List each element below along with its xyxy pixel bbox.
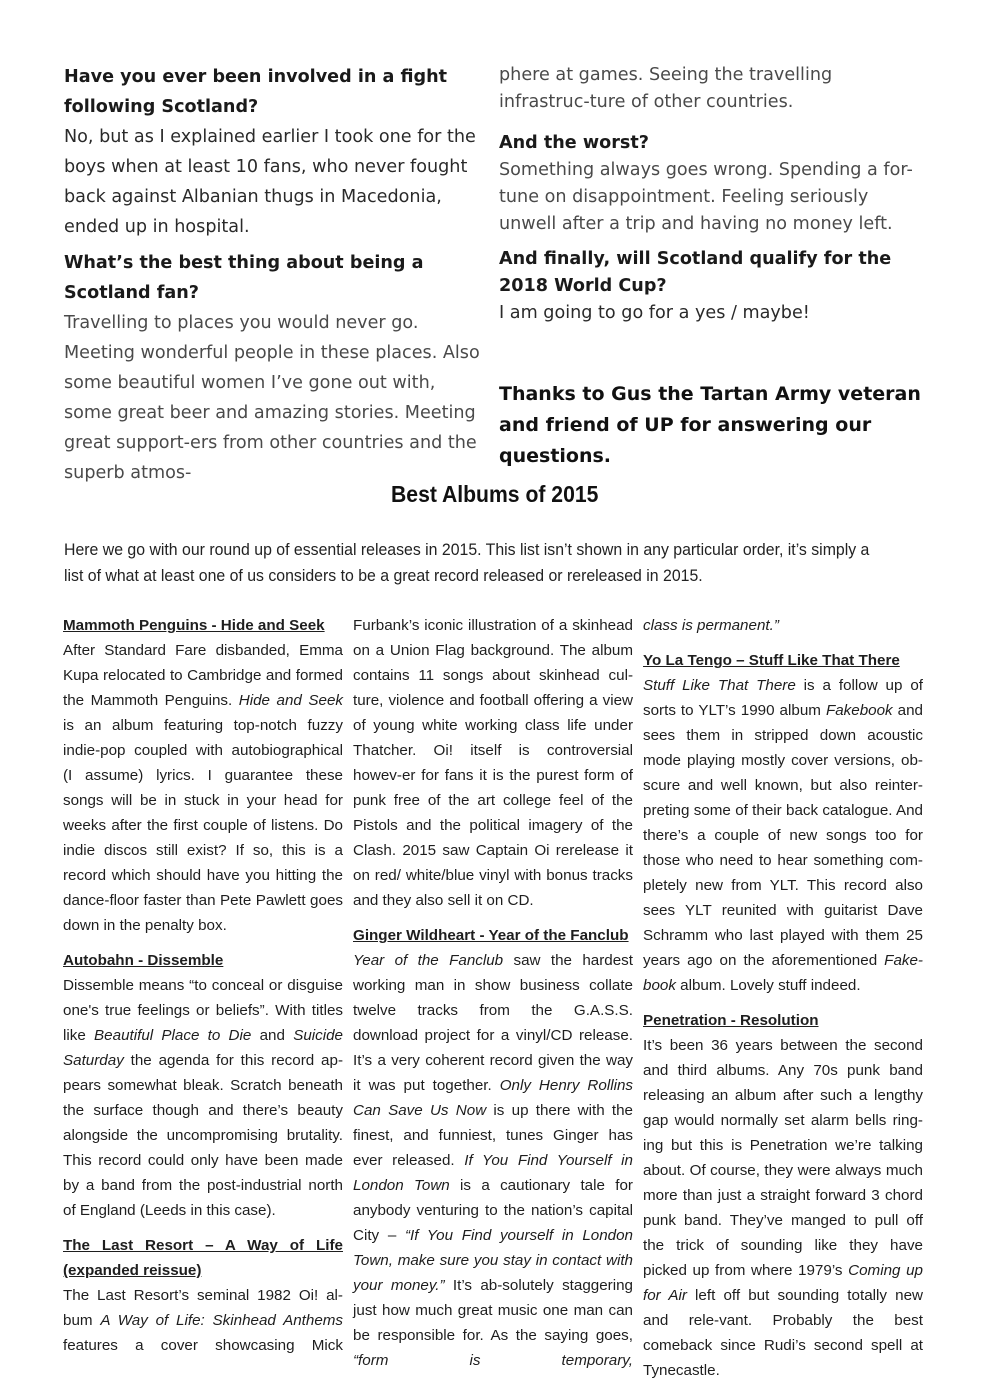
album-review: The Last Resort’s seminal 1982 Oi! al-bum A Way of Life: Skinhead Anthems features a cover showcasing Mick — [63, 1287, 344, 1354]
album-heading: Mammoth Penguins - Hide and Seek — [63, 617, 325, 634]
section-title: Best Albums of 2015 — [391, 481, 599, 507]
interview-right-column — [499, 62, 926, 491]
interview-question: And the worst? — [499, 133, 649, 153]
album-heading: Ginger Wildheart - Year of the Fanclub — [353, 927, 629, 944]
album-heading: The Last Resort – A Way of Life (expanded reissue) — [63, 1237, 343, 1279]
album-review: After Standard Fare disbanded, Emma Kupa relocated to Cambridge and formed the Mammoth Penguins. Hide and Seek is an album featuring top-notch fuzzy indie-pop coupled with autobiographical (I assume) lyrics. I guarantee these songs will be in stuck in your head for weeks after the first couple of listens. Do indie discos still exist? If so, this is a record which should have you hitting the dance-floor faster than Pete Pawlett goes down in the penalty box. — [63, 642, 343, 934]
interview-question: And finally, will Scotland qualify for the 2018 World Cup? — [499, 249, 892, 296]
album-heading: Penetration - Resolution — [643, 1012, 819, 1029]
interview-left-column — [64, 62, 488, 494]
albums-column-3 — [643, 613, 923, 1383]
section-intro: Here we go with our round up of essential releases in 2015. This list isn’t shown in any particular order, it’s simply a list of what at least one of us considers to be a great record released or rereleased in 2015. — [64, 540, 870, 585]
album-review: Furbank’s iconic illustration of a skinhead on a Union Flag background. The album contains 11 songs about skinhead cul-ture, violence and football offering a view of young white working class life under Thatcher. Oi! itself is controversial howev-er for fans it is the purest form of punk free of the art college feel of the Pistols and the political imagery of the Clash. 2015 saw Captain Oi rerelease it on red/ white/blue vinyl with bonus tracks and they also sell it on CD. — [353, 617, 633, 909]
thanks-note: Thanks to Gus the Tartan Army veteran and friend of UP for answering our questions. — [499, 383, 921, 467]
interview-answer: Travelling to places you would never go. Meeting wonderful people in these places. Also some beautiful women I’ve gone out with, some great beer and amazing stories. Meeting great support-ers from other countries and the superb atmos- — [64, 313, 480, 483]
interview-question: What’s the best thing about being a Scotland fan? — [64, 253, 424, 303]
album-heading: Autobahn - Dissemble — [63, 952, 224, 969]
interview-answer: Something always goes wrong. Spending a for-tune on disappointment. Feeling seriously unwell after a trip and having no money left. — [499, 160, 913, 234]
album-review-continuation: class is permanent.” — [643, 617, 779, 634]
album-review: Year of the Fanclub saw the hardest working man in show business collate twelve tracks from the G.A.S.S. download project for a vinyl/CD release. It’s a very coherent record given the way it was put together. Only Henry Rollins Can Save Us Now is up there with the finest, and funniest, tunes Ginger has ever released. If You Find Yourself in London Town is a cautionary tale for anybody venturing to the nation’s capital City – “If You Find yourself in London Town, make sure you stay in contact with your money.” It’s ab-solutely staggering just how much great music one man can be responsible for. As the saying goes, “form is temporary, — [353, 952, 634, 1369]
albums-column-1 — [63, 613, 343, 1358]
album-review: Dissemble means “to conceal or disguise one's true feelings or beliefs”. With titles like Beautiful Place to Die and Suicide Saturday the agenda for this record ap-pears somewhat bleak. Scratch beneath the surface though and there’s beauty alongside the uncompromising brutality. This record could only have been made by a band from the post-industrial north of England (Leeds in this case). — [63, 977, 343, 1219]
interview-answer-continuation: phere at games. Seeing the travelling infrastruc-ture of other countries. — [499, 65, 833, 112]
album-review: Stuff Like That There is a follow up of sorts to YLT’s 1990 album Fakebook and sees them in stripped down acoustic mode playing mostly cover versions, ob-scure and well known, but also reinter-preting some of their back catalogue. And there’s a couple of new songs too for those who need to hear something com-pletely new from YLT. This record also sees YLT reunited with guitarist Dave Schramm who last played with them 25 years ago on the aforementioned Fake-book album. Lovely stuff indeed. — [643, 677, 923, 994]
interview-answer: No, but as I explained earlier I took one for the boys when at least 10 fans, who never fought back against Albanian thugs in Macedonia, ended up in hospital. — [64, 127, 476, 237]
interview-question: Have you ever been involved in a fight following Scotland? — [64, 67, 448, 117]
album-heading: Yo La Tengo – Stuff Like That There — [643, 652, 900, 669]
interview-answer: I am going to go for a yes / maybe! — [499, 303, 810, 323]
album-review: It’s been 36 years between the second and third albums. Any 70s punk band releasing an album after such a lengthy gap would normally set alarm bells ring-ing but this is Penetration we’re talking about. Of course, they were always much more than just a straight forward 3 chord punk band. They’ve manged to pull off the trick of sounding like they have picked up from where 1979’s Coming up for Air left off but sounding totally new and rele-vant. Probably the best comeback since Rudi’s second spell at Tynecastle. — [643, 1037, 923, 1379]
albums-column-2 — [353, 613, 633, 1373]
